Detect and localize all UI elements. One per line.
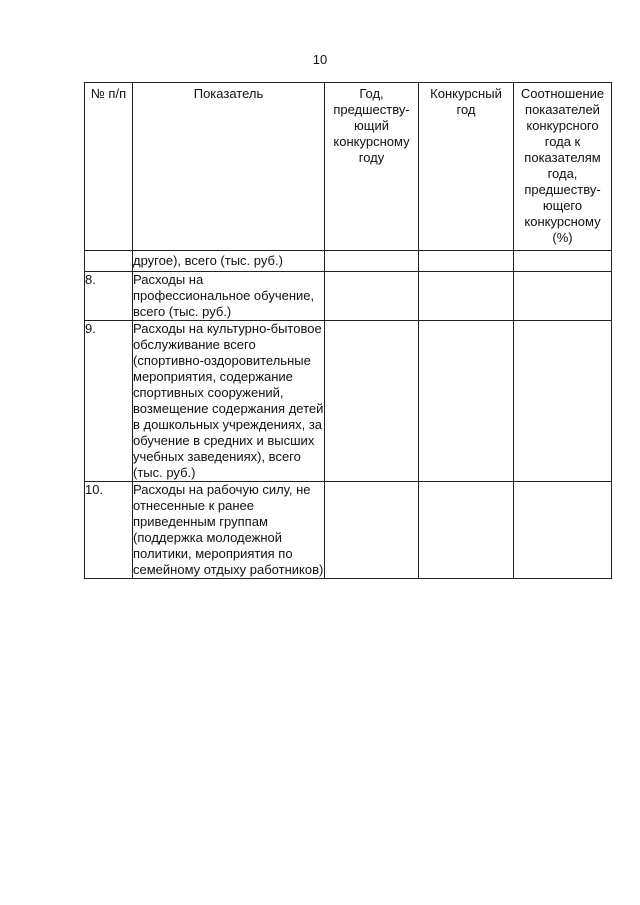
table-row xyxy=(85,321,612,482)
row-prev-year xyxy=(325,482,419,579)
row-competition-year xyxy=(419,251,514,272)
row-indicator: Расходы на рабочую силу, не отнесенные к ранее приведенным группам (поддержка молодежной политики, мероприятия по семейному отдыху работников) xyxy=(133,482,324,577)
table-row xyxy=(85,482,612,579)
row-competition-year xyxy=(419,482,514,579)
header-num: № п/п xyxy=(85,83,133,251)
indicators-table xyxy=(84,82,612,579)
row-indicator: другое), всего (тыс. руб.) xyxy=(133,251,325,272)
row-prev-year xyxy=(325,321,419,482)
row-num: 10. xyxy=(85,482,133,579)
table-row xyxy=(85,272,612,321)
row-indicator: Расходы на культурно-бытовое обслуживание всего (спортивно-оздоровительные мероприятия, содержание спортивных сооружений, возмещение содержания детей в дошкольных учреждениях, за обучение в средних и высших учебных заведениях), всего (тыс. руб.) xyxy=(133,321,324,480)
row-ratio xyxy=(514,482,612,579)
row-num: 8. xyxy=(85,272,133,321)
page-number: 10 xyxy=(312,52,328,67)
row-num: 9. xyxy=(85,321,133,482)
row-ratio xyxy=(514,321,612,482)
header-prev-year: Год, предшеству-ющий конкурсному году xyxy=(325,83,419,251)
header-competition-year: Конкурсный год xyxy=(419,83,514,251)
header-ratio: Соотношение показателей конкурсного года к показателям года, предшеству-ющего конкурсному (%) xyxy=(514,83,612,251)
row-competition-year xyxy=(419,321,514,482)
row-prev-year xyxy=(325,272,419,321)
row-prev-year xyxy=(325,251,419,272)
row-ratio xyxy=(514,272,612,321)
row-num xyxy=(85,251,133,272)
row-indicator: Расходы на профессиональное обучение, всего (тыс. руб.) xyxy=(133,272,325,321)
row-competition-year xyxy=(419,272,514,321)
row-ratio xyxy=(514,251,612,272)
header-indicator: Показатель xyxy=(133,83,325,251)
table-header-row xyxy=(85,83,612,251)
table-row xyxy=(85,251,612,272)
